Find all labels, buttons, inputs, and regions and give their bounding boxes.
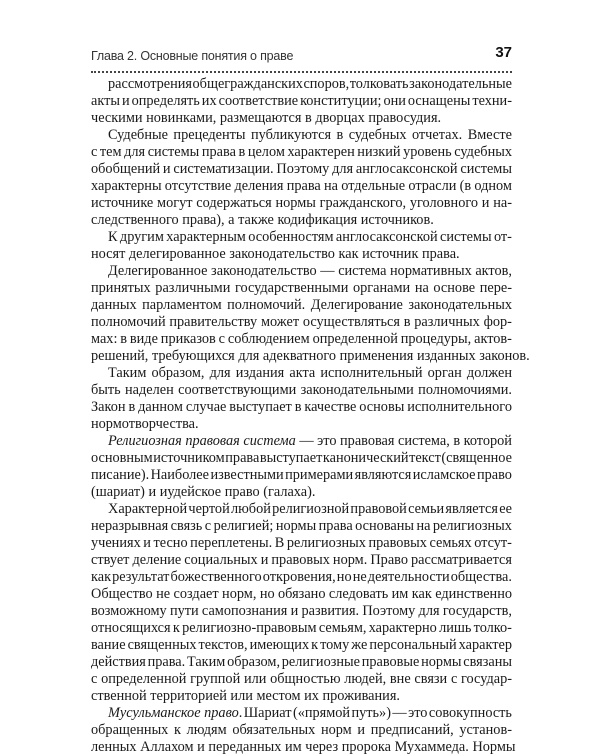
text-line: источнике могут содержаться нормы гражданского, уголовного и на-: [91, 195, 512, 211]
text-line: нормотворчества.: [91, 416, 199, 432]
text-line: писание). Наиболее известными примерами являются исламское право: [91, 467, 512, 483]
text-line: обращенных к людям обязательных норм и предписаний, установ-: [91, 722, 512, 738]
paragraph: [91, 501, 512, 705]
text-line: возможному пути самопознания и развития. Поэтому для государств,: [91, 603, 512, 619]
text-line: решений, требующихся для адекватного применения изданных законов.: [91, 348, 530, 364]
paragraph: [91, 76, 512, 127]
text-line: рассмотрения общегражданских споров, толковать законодательные: [108, 76, 512, 92]
text-line: следственного права), а также кодификация источников.: [91, 212, 434, 228]
page-number: 37: [495, 44, 512, 61]
chapter-title: Глава 2. Основные понятия о праве: [91, 49, 294, 63]
text-line: учениях и тесно переплетены. В религиозных правовых семьях отсут-: [91, 535, 512, 551]
italic-term: Религиозная правовая система: [108, 433, 296, 449]
text-line: неразрывная связь с религией; нормы права основаны на религиозных: [91, 518, 512, 534]
text-line: Закон в данном случае выступает в качестве основы исполнительного: [91, 399, 512, 415]
paragraph: [91, 365, 512, 433]
text-line: Мусульманское право. Шариат («прямой путь») — это совокупность: [108, 705, 512, 721]
text-line: основным источником права выступает канонический текст (священное: [91, 450, 512, 466]
text-line: ленных Аллахом и переданных им через пророка Мухаммеда. Нормы: [91, 739, 516, 755]
paragraph: [91, 705, 516, 756]
paragraph: [91, 127, 512, 229]
text-line: ческими новинками, размещаются в дворцах правосудия.: [91, 110, 442, 126]
running-header: [91, 44, 512, 64]
header-rule: [91, 71, 512, 73]
text-line: принятых различными государственными органами на основе пере-: [91, 280, 512, 296]
text-line: ственной территорией или местом их проживания.: [91, 688, 400, 704]
text-line: Религиозная правовая система — это правовая система, в которой: [108, 433, 512, 449]
italic-term: Мусульманское право: [108, 705, 239, 721]
text-line: как результат божественного откровения, но не деятельности общества.: [91, 569, 512, 585]
text-line: носят делегированное законодательство как источник права.: [91, 246, 460, 262]
body-text: [91, 76, 530, 756]
text-line: ствует деление социальных и правовых норм. Право рассматривается: [91, 552, 512, 568]
text-line: характерны отсутствие деления права на отдельные отрасли (в одном: [91, 178, 512, 194]
text-line: Судебные прецеденты публикуются в судебных отчетах. Вместе: [108, 127, 512, 143]
text-line: Таким образом, для издания акта исполнительный орган должен: [108, 365, 512, 381]
text-line: данных парламентом полномочий. Делегирование законодательных: [91, 297, 512, 313]
text-line: К другим характерным особенностям англосаксонской системы от-: [108, 229, 512, 245]
text-line: акты и определять их соответствие конституции; они оснащены техни-: [91, 93, 512, 109]
paragraph: [91, 263, 530, 365]
text-line: Характерной чертой любой религиозной правовой семьи является ее: [108, 501, 512, 517]
text-line: с тем для системы права в целом характерен низкий уровень судебных: [91, 144, 512, 160]
text-line: обобщений и систематизации. Поэтому для англосаксонской системы: [91, 161, 512, 177]
text-line: вание священных текстов, имеющих к тому же персональный характер: [91, 637, 512, 653]
text-line: Делегированное законодательство — система нормативных актов,: [108, 263, 512, 279]
text-line: мах: в виде приказов с соблюдением определенной процедуры, актов-: [91, 331, 512, 347]
text-line: (шариат) и иудейское право (галаха).: [91, 484, 316, 500]
text-line: относящихся к религиозно-правовым семьям, характерно лишь толко-: [91, 620, 512, 636]
text-line: быть наделен соответствующими законодательными полномочиями.: [91, 382, 512, 398]
text-line: полномочий правительству может осуществляться в различных фор-: [91, 314, 512, 330]
paragraph: [91, 433, 512, 501]
text-line: с определенной группой или общностью людей, вне связи с государ-: [91, 671, 512, 687]
text-line: действия права. Таким образом, религиозные правовые нормы связаны: [91, 654, 512, 670]
text-line: Общество не создает норм, но обязано следовать им как единственно: [91, 586, 512, 602]
paragraph: [91, 229, 512, 263]
